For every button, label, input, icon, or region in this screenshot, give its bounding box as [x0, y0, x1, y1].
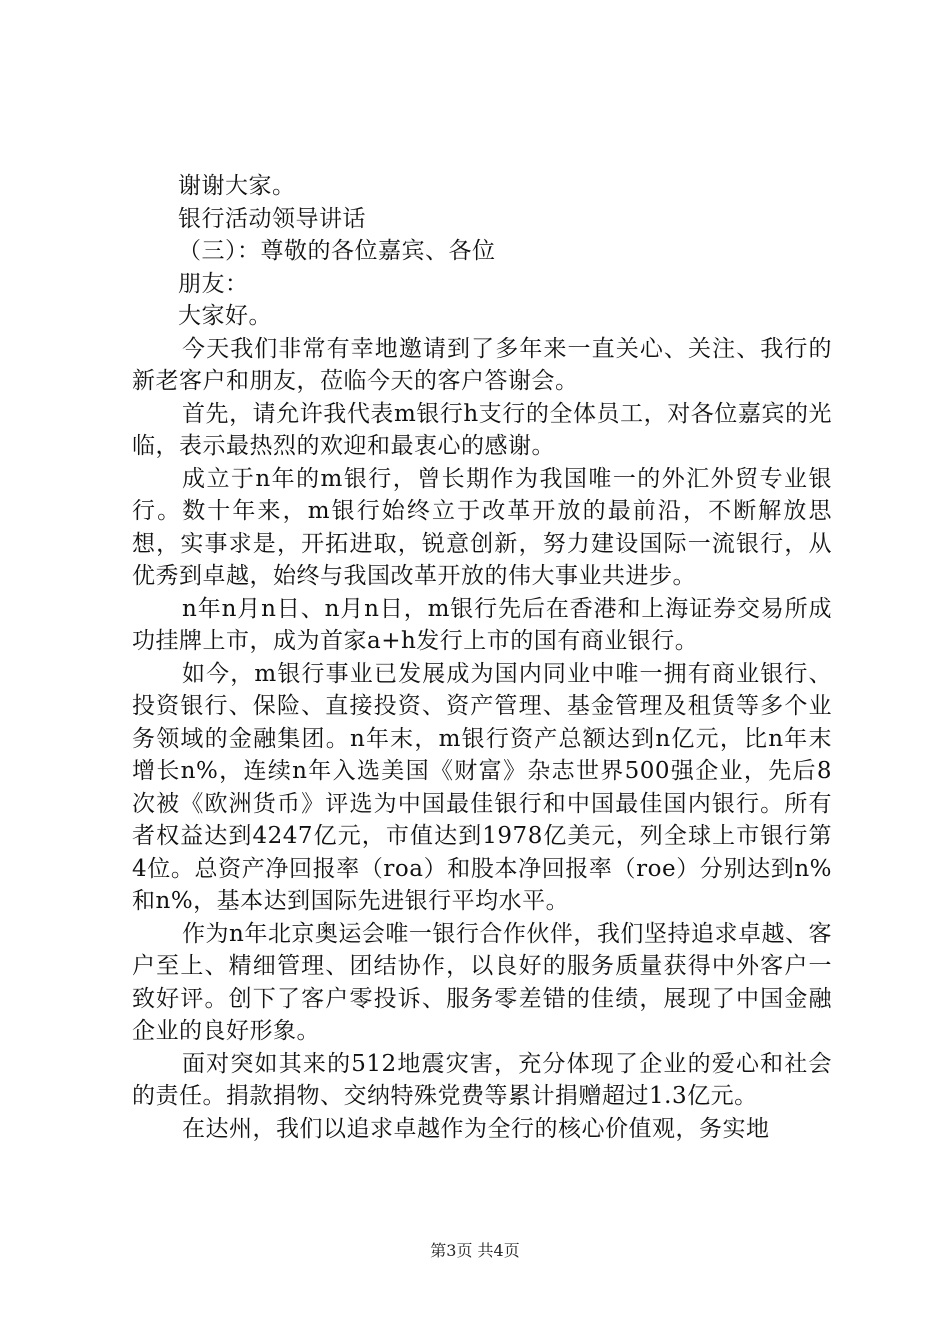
- paragraph: 成立于n年的m银行，曾长期作为我国唯一的外汇外贸专业银行。数十年来，m银行始终立于改革开放的最前沿，不断解放思想，实事求是，开拓进取，锐意创新，努力建设国际一流银行，从优秀到卓越，始终与我国改革开放的伟大事业共进步。: [132, 465, 832, 589]
- paragraph: 首先，请允许我代表m银行h支行的全体员工，对各位嘉宾的光临，表示最热烈的欢迎和最衷心的感谢。: [132, 400, 832, 459]
- paragraph: 作为n年北京奥运会唯一银行合作伙伴，我们坚持追求卓越、客户至上、精细管理、团结协作，以良好的服务质量获得中外客户一致好评。创下了客户零投诉、服务零差错的佳绩，展现了中国金融企业的良好形象。: [132, 920, 832, 1044]
- paragraph-heading: 银行活动领导讲话: [178, 205, 366, 232]
- page-number-footer: 第3页 共4页: [430, 1241, 520, 1260]
- paragraph: 如今，m银行事业已发展成为国内同业中唯一拥有商业银行、投资银行、保险、直接投资、资产管理、基金管理及租赁等多个业务领域的金融集团。n年末，m银行资产总额达到n亿元，比n年末增长n%，连续n年入选美国《财富》杂志世界500强企业，先后8次被《欧洲货币》评选为中国最佳银行和中国最佳国内银行。所有者权益达到4247亿元，市值达到1978亿美元，列全球上市银行第4位。总资产净回报率（roa）和股本净回报率（roe）分别达到n%和n%，基本达到国际先进银行平均水平。: [132, 660, 832, 914]
- document-body: [132, 170, 832, 1145]
- paragraph-greeting: 大家好。: [178, 303, 272, 329]
- paragraph: n年n月n日、n月n日，m银行先后在香港和上海证券交易所成功挂牌上市，成为首家a+h发行上市的国有商业银行。: [132, 595, 832, 654]
- paragraph-salutation: 朋友：: [178, 270, 249, 297]
- paragraph-subheading: （三）：尊敬的各位嘉宾、各位: [178, 238, 496, 264]
- paragraph: 今天我们非常有幸地邀请到了多年来一直关心、关注、我行的新老客户和朋友，莅临今天的客户答谢会。: [132, 335, 832, 394]
- paragraph: 面对突如其来的512地震灾害，充分体现了企业的爱心和社会的责任。捐款捐物、交纳特殊党费等累计捐赠超过1.3亿元。: [132, 1050, 832, 1109]
- paragraph: 在达州，我们以追求卓越作为全行的核心价值观，务实地: [182, 1115, 770, 1142]
- paragraph-closing: 谢谢大家。: [178, 173, 296, 199]
